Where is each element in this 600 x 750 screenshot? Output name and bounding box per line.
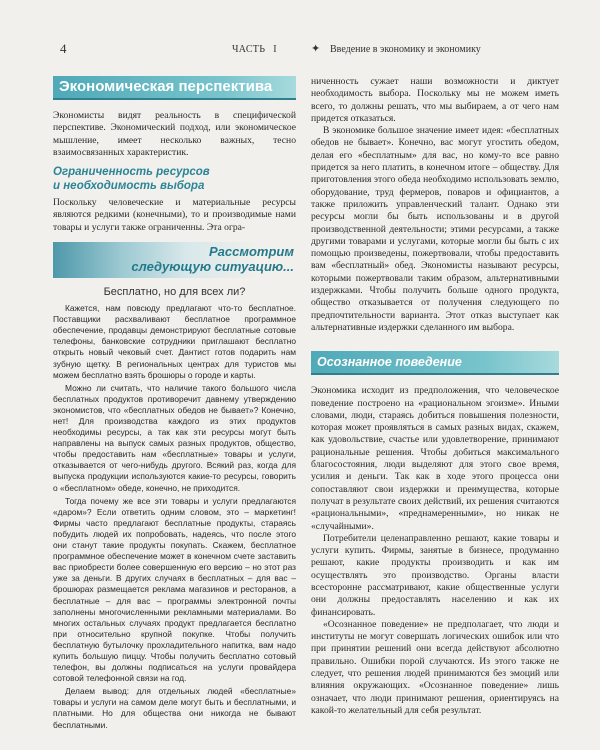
part-label: [232, 44, 277, 55]
subheading-line-1: Ограниченность ресурсов: [53, 166, 210, 179]
case-paragraph: Можно ли считать, что наличие такого большого числа бесплатных продуктов противоречит давнему утверждению экономистов, что «бесплатных обедов не бывает»? Конечно, нет! Для производства каждого из этих продуктов необходимы ресурсы, а так как эти ресурсы могут быть направлены на выпуск самых разных продуктов, общество, чтобы предоставить нам «бесплатные» товары и услуги, отказывается от чего-нибудь другого. Всякий раз, когда для выпуска продукции используются какие-то ресурсы, говорить о «бесплатном» обеде, конечно, не приходится.: [53, 382, 296, 493]
case-body: [53, 303, 296, 731]
subheading-scarcity: [53, 165, 296, 193]
subheading-line-2: и необходимость выбора: [53, 180, 205, 193]
case-title-line-2: следующую ситуацию...: [131, 259, 294, 275]
right-column: [311, 76, 559, 717]
case-title-line-1: Рассмотрим: [209, 244, 294, 260]
behavior-paragraph: «Осознанное поведение» не предполагает, что люди и институты не могут совершать логических ошибок или что при принятии решений они всегда действуют абсолютно правильно. Ошибки порой случаются. Из этого также не следует, что решения людей принимаются без эмоций или влияния окружающих. «Осознанное поведение» лишь означает, что люди принимают решения, ориентируясь на какой-то желательный для себя результат.: [311, 618, 559, 716]
case-subtitle: Бесплатно, но для всех ли?: [103, 286, 246, 299]
page-number: 4: [60, 41, 67, 56]
case-title: [131, 244, 294, 274]
case-paragraph: Делаем вывод: для отдельных людей «бесплатные» товары и услуги на самом деле могут быть и бесплатными, и платными. Но для общества они никогда не бывают бесплатными.: [53, 686, 296, 730]
section-title: Экономическая перспектива: [53, 76, 296, 100]
part-number: I: [273, 44, 277, 55]
breadcrumb: Введение в экономику и экономику: [330, 44, 481, 55]
case-paragraph: Кажется, нам повсюду предлагают что-то бесплатное. Поставщики расхваливают бесплатное программное обеспечение, продавцы демонстрируют бесплатные сотовые телефоны, банковские сотрудники приглашают бесплатно открыть новый чековый счет. Дантист готов подарить нам зубную щетку. В региональных центрах для туристов мы можем бесплатно взять брошюры о городе и карты.: [53, 303, 296, 380]
behavior-paragraph: Потребители целенаправленно решают, какие товары и услуги купить. Фирмы, занятые в бизнесе, продуманно решают, какие продукты производить и как им осуществлять это производство. Органы власти всесторонне рассматривают, какие общественные услуги они должны предоставлять населению и как их финансировать.: [311, 532, 559, 618]
behavior-paragraph: Экономика исходит из предположения, что человеческое поведение построено на «рациональном эгоизме». Иными словами, люди, стараясь добиться повышения полезности, которая может проявляться в самых разных видах, скажем, как удовольствие, счастье или удовлетворение, принимают рациональные решения. Чтобы добиться максимального благосостояния, люди выделяют для этого свое время, усилия и деньги. Так как в ходе этого процесса они сопоставляют свои издержки и преимущества, которые получат в результате своих действий, их решения считаются «рациональными», «преднамеренными», но никак не «случайными».: [311, 385, 559, 532]
left-column: [53, 76, 296, 733]
case-banner: [53, 242, 296, 278]
star-icon: ✦: [311, 43, 321, 55]
part-label-text: ЧАСТЬ: [232, 44, 266, 55]
continuation-paragraph: ниченность сужает наши возможности и диктует необходимость выбора. Поскольку мы не можем иметь всего, то должны решать, что мы выбираем, а от чего нам придется отказаться.: [311, 76, 559, 124]
behavior-heading: Осознанное поведение: [311, 351, 559, 375]
running-header: [54, 40, 574, 58]
scarcity-paragraph: Поскольку человеческие и материальные ресурсы являются редкими (конечными), то и производимые нами товары и услуги также ограниченны. Эта огра-: [53, 197, 296, 233]
case-paragraph: Тогда почему же все эти товары и услуги предлагаются «даром»? Если ответить одним словом, это – маркетинг! Фирмы часто предлагают бесплатные продукты, стараясь побудить людей их попробовать, надеясь, что после этого они станут такие продукты покупать. Скажем, бесплатное программное обеспечение может в конечном счете заставить вас приобрести более совершенную его версию – но этот раз уже за деньги. В других случаях в бесплатных – для вас – брошюрах размещается реклама магазинов и ресторанов, а бесплатные – для вас – программы электронной почты заполнены многочисленными рекламными материалами. Во многих остальных случаях продукт предлагается бесплатно при относительно крупной покупке. Чтобы получить бесплатную бутылочку прохладительного напитка, вам надо купить большую пиццу. Чтобы получить бесплатно сотовый телефон, вы должны подписаться на услуги провайдера сотовой телефонной связи на год.: [53, 495, 296, 684]
free-lunch-paragraph: В экономике большое значение имеет идея: «бесплатных обедов не бывает». Конечно, вас могут угостить обедом, делая его «бесплатным» для вас, но кому-то все равно придется за него платить, в конечном итоге – обществу. Для приготовления этого обеда необходимо использовать землю, оборудование, труд фермеров, поваров и официантов, а также приложить управленческий талант. Однако эти ресурсы могли бы быть использованы и в другой производственной деятельности; этими ресурсами, а также другими товарами и услугами, которые могли бы быть с их помощью произведены, пожертвовали, чтобы предоставить вам «бесплатный» обед. Экономисты называют ресурсы, которыми пожертвовали таким образом, альтернативными издержками. Чтобы получить больше одного продукта, общество отказывается от получения следующего по предпочтительности варианта. Этот отказ выступает как альтернативные издержки сделанного им выбора.: [311, 125, 559, 333]
intro-paragraph: Экономисты видят реальность в специфической перспективе. Экономический подход, или экономическое мышление, имеет несколько важных, тесно взаимосвязанных характеристик.: [53, 110, 296, 158]
